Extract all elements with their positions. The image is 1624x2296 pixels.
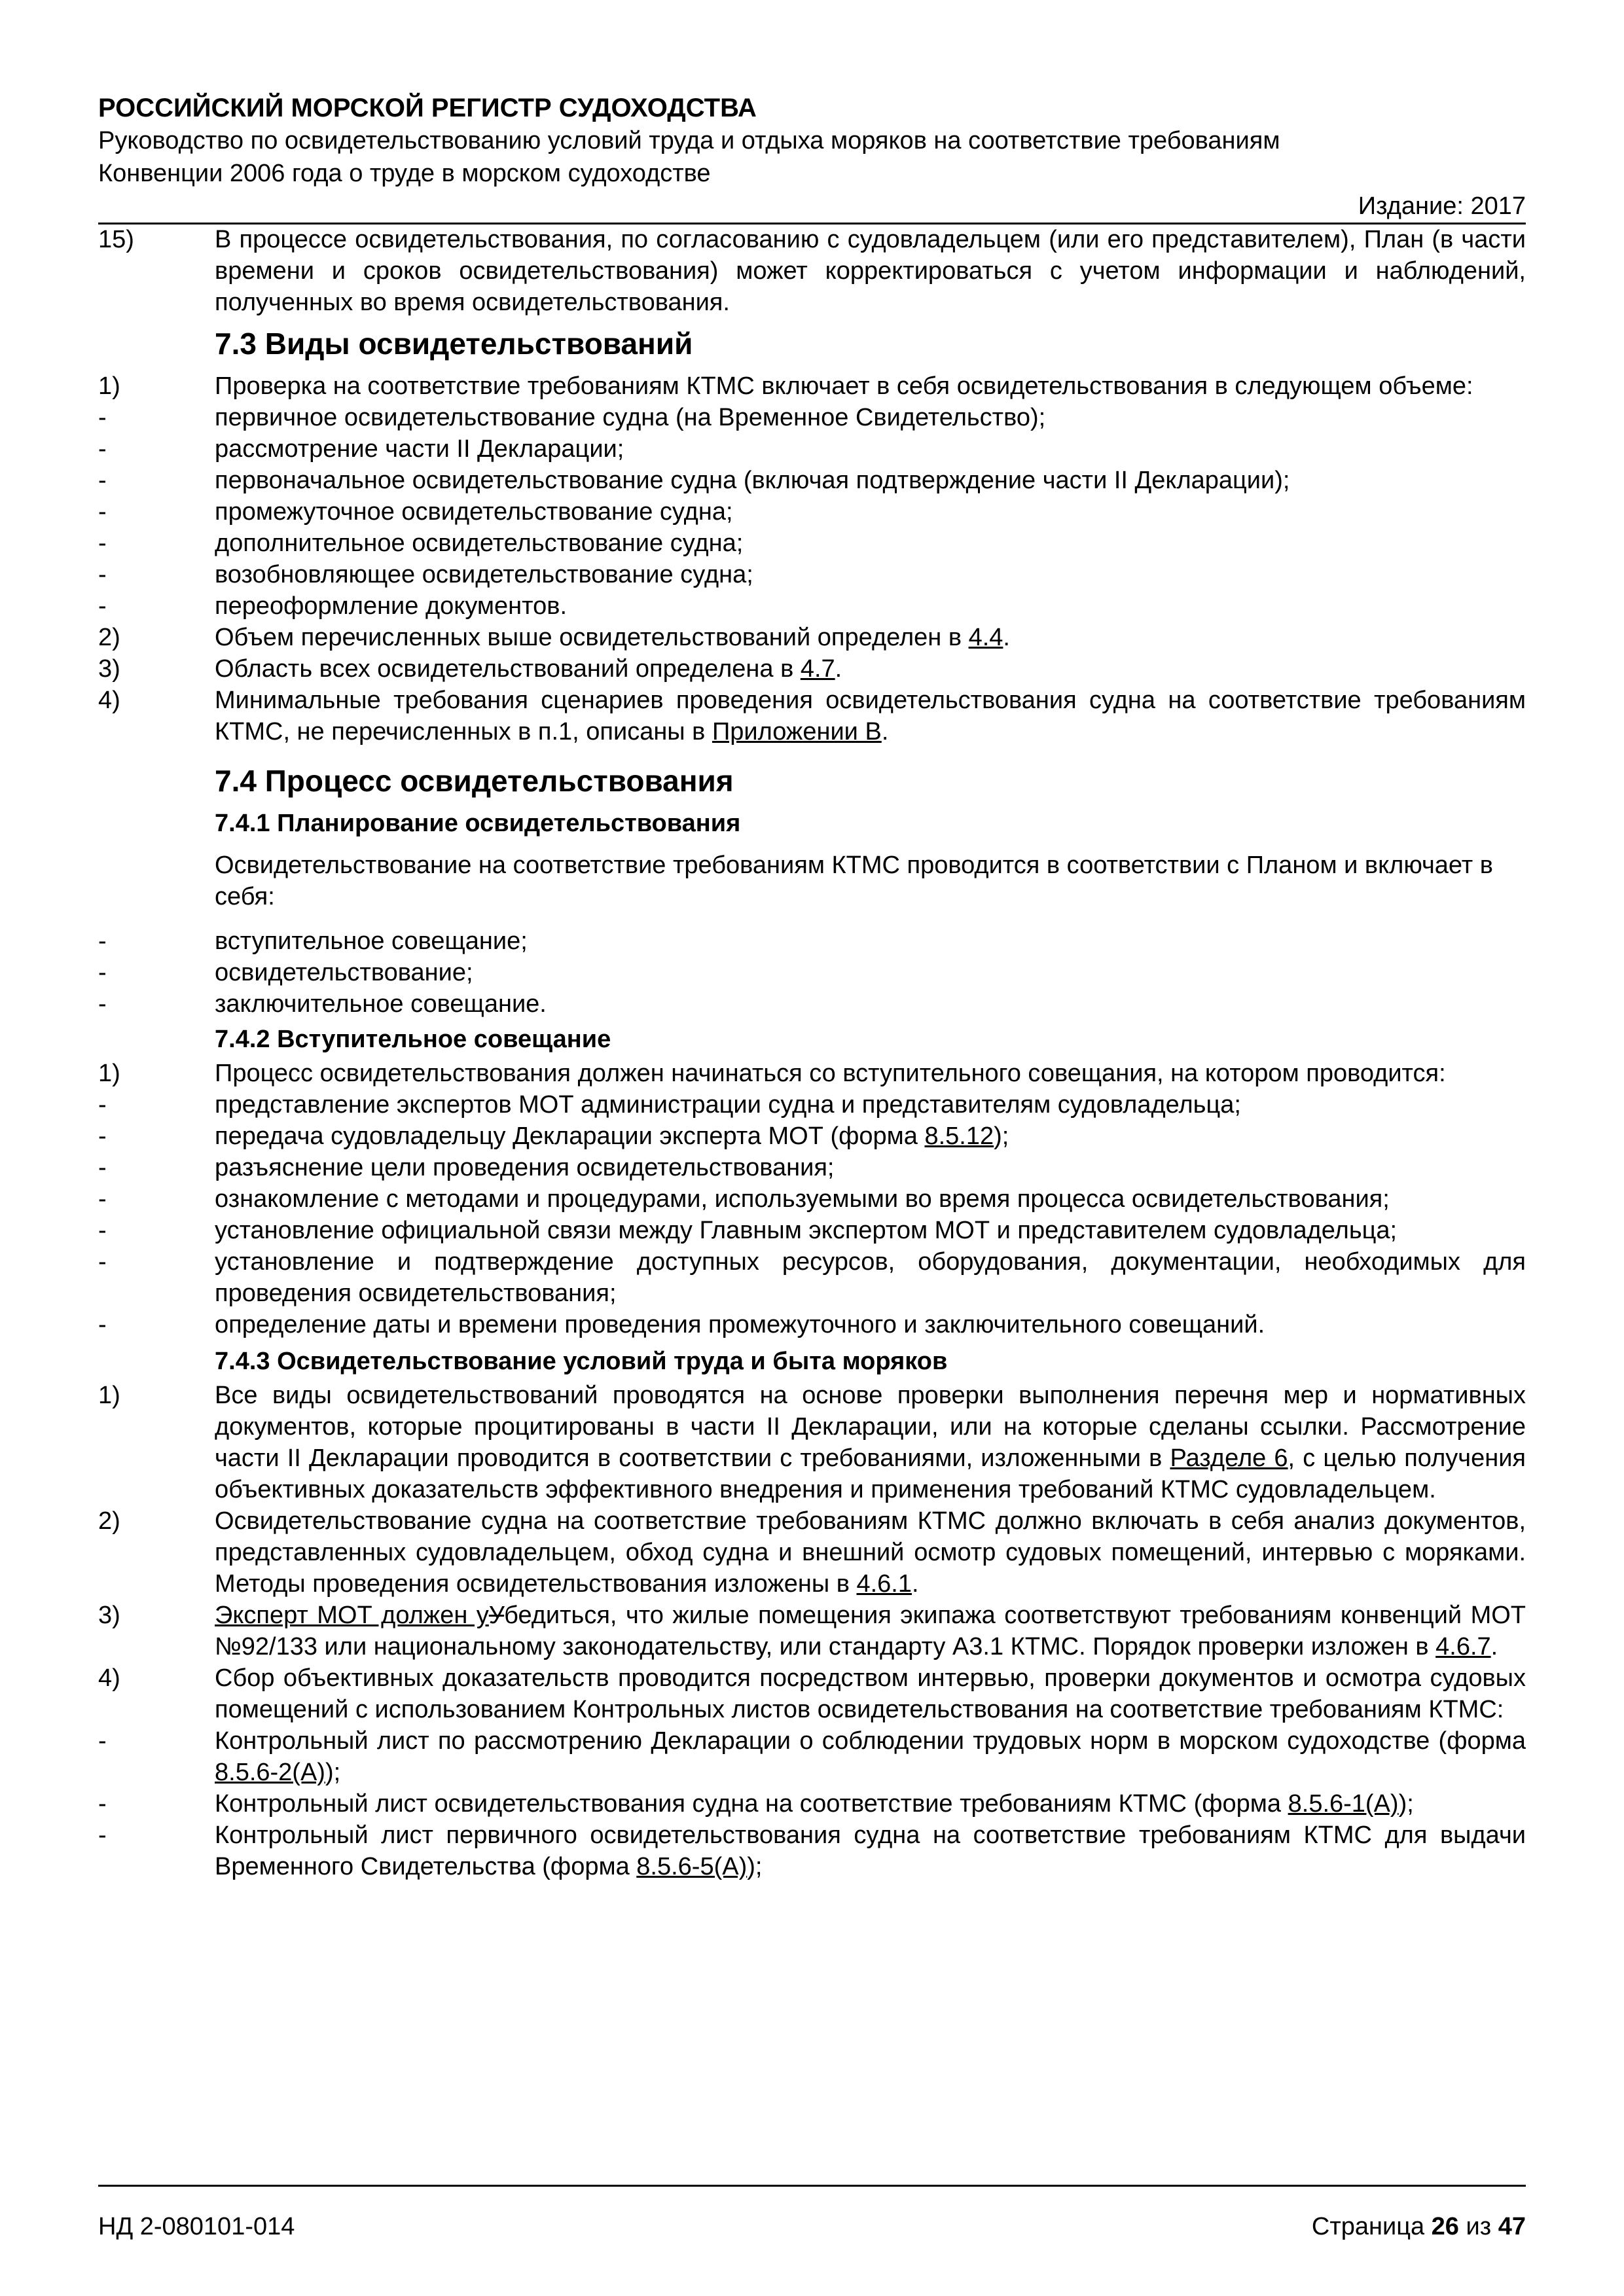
bullet-text: ознакомление с методами и процедурами, используемыми во время процесса освидетельствования;: [215, 1185, 1390, 1213]
bullet-item: [98, 1183, 1526, 1215]
item-marker: 2): [98, 624, 120, 651]
text-run: Объем перечисленных выше освидетельствований определен в: [215, 624, 969, 651]
item-marker: 15): [98, 226, 134, 253]
bullet-marker: -: [98, 1185, 107, 1213]
bullet-text: [215, 1725, 1526, 1788]
item-marker: 1): [98, 372, 120, 400]
text-run: .: [912, 1570, 919, 1598]
bullet-item: [98, 1089, 1526, 1121]
ref-link-form-8-5-6-2a[interactable]: 8.5.6-2(А): [215, 1759, 325, 1786]
text-run: .: [835, 655, 842, 683]
text-run: );: [994, 1122, 1009, 1150]
text-run: );: [1398, 1790, 1414, 1818]
ref-link-4-7[interactable]: 4.7: [800, 655, 835, 683]
bullet-marker: -: [98, 1821, 107, 1849]
item-marker: 2): [98, 1507, 120, 1535]
item-text: [215, 1600, 1526, 1662]
page-header: [98, 92, 1526, 223]
item-marker: 4): [98, 1664, 120, 1692]
bullet-text: переоформление документов.: [215, 592, 568, 620]
ref-link-appendix-b[interactable]: Приложении В: [712, 718, 882, 745]
bullet-marker: -: [98, 592, 107, 620]
bullet-text: разъяснение цели проведения освидетельствования;: [215, 1154, 835, 1181]
bullet-text: первичное освидетельствование судна (на Временное Свидетельство);: [215, 404, 1046, 431]
ref-link-4-4[interactable]: 4.4: [968, 624, 1003, 651]
text-run: Минимальные требования сценариев проведения освидетельствования судна на соответствие требованиям КТМС, не перечисленных в п.1, описаны в: [215, 687, 1526, 745]
text-run: Освидетельствование судна на соответствие требованиям КТМС должно включать в себя анализ документов, представленных судовладельцем, обход судна и внешний осмотр судовых помещений, интервью с моряками. Методы проведения освидетельствования изложены в: [215, 1507, 1526, 1598]
document-subtitle-line1: Руководство по освидетельствованию условий труда и отдыха моряков на соответствие требованиям: [98, 127, 1280, 154]
ref-link-form-8-5-6-1a[interactable]: 8.5.6-1(А): [1288, 1790, 1399, 1818]
item-marker: 3): [98, 655, 120, 683]
bullet-marker: -: [98, 959, 107, 986]
item-text: Проверка на соответствие требованиям КТМС включает в себя освидетельствования в следующем объеме:: [215, 372, 1473, 400]
bullet-marker: -: [98, 561, 107, 588]
bullet-item: [98, 1725, 1526, 1788]
inserted-text: Эксперт МОТ должен у: [215, 1602, 489, 1629]
bullet-text: установление и подтверждение доступных ресурсов, оборудования, документации, необходимых для проведения освидетельствования;: [215, 1248, 1526, 1307]
bullet-text: рассмотрение части II Декларации;: [215, 435, 624, 463]
section-heading-7-3: 7.3 Виды освидетельствований: [215, 327, 693, 361]
section-heading-7-4: 7.4 Процесс освидетельствования: [215, 764, 734, 798]
bullet-item: [98, 1309, 1526, 1340]
item-text: В процессе освидетельствования, по согласованию с судовладельцем (или его представителем), План (в части времени и сроков освидетельствования) может корректироваться с учетом информации и наблюдений, полученных во время освидетельствования.: [215, 226, 1526, 316]
ref-link-4-6-7[interactable]: 4.6.7: [1435, 1633, 1491, 1660]
list-item: [98, 685, 1526, 747]
bullet-text: [215, 1820, 1526, 1882]
ref-link-form-8-5-6-5a[interactable]: 8.5.6-5(А): [636, 1853, 748, 1880]
page-prefix: Страница: [1311, 2213, 1432, 2240]
bullet-text: возобновляющее освидетельствование судна;: [215, 561, 753, 588]
text-run: .: [881, 718, 889, 745]
bullet-marker: -: [98, 1311, 107, 1338]
list-item: [98, 1058, 1526, 1089]
bullet-item: [98, 465, 1526, 496]
bullet-text: установление официальной связи между Главным экспертом МОТ и представителем судовладельца;: [215, 1217, 1398, 1244]
text-run: передача судовладельцу Декларации эксперта МОТ (форма: [215, 1122, 925, 1150]
bullet-text: освидетельствование;: [215, 959, 473, 986]
text-run: .: [1003, 624, 1010, 651]
paragraph: Освидетельствование на соответствие требованиям КТМС проводится в соответствии с Планом и включает в себя:: [215, 852, 1493, 910]
bullet-marker: -: [98, 1091, 107, 1119]
item-text: [215, 1505, 1526, 1600]
bullet-text: [215, 1788, 1526, 1820]
text-run: Область всех освидетельствований определена в: [215, 655, 801, 683]
bullet-item: [98, 402, 1526, 433]
bullet-marker: -: [98, 1154, 107, 1181]
edition-label: Издание: 2017: [1358, 192, 1526, 220]
bullet-item: [98, 1215, 1526, 1246]
bullet-item: [98, 1121, 1526, 1152]
item-text: [215, 685, 1526, 747]
text-run: Контрольный лист освидетельствования судна на соответствие требованиям КТМС (форма: [215, 1790, 1288, 1818]
bullet-text: вступительное совещание;: [215, 927, 528, 955]
bullet-marker: -: [98, 1217, 107, 1244]
bullet-text: заключительное совещание.: [215, 990, 547, 1018]
page-indicator: [1312, 2211, 1526, 2242]
bullet-marker: -: [98, 1122, 107, 1150]
bullet-text: определение даты и времени проведения промежуточного и заключительного совещаний.: [215, 1311, 1265, 1338]
list-item: [98, 1600, 1526, 1662]
item-marker: 1): [98, 1382, 120, 1409]
item-text: [215, 1380, 1526, 1505]
bullet-item: [98, 1152, 1526, 1183]
text-run: .: [1490, 1633, 1498, 1660]
bullet-text: [215, 1121, 1526, 1152]
item-text: [215, 653, 1526, 685]
page-footer: [98, 2211, 1526, 2242]
item-marker: 1): [98, 1060, 120, 1087]
document-number: НД 2-080101-014: [98, 2213, 295, 2240]
item-marker: 3): [98, 1602, 120, 1629]
bullet-marker: -: [98, 1248, 107, 1276]
bullet-item: [98, 1820, 1526, 1882]
subsection-heading-7-4-3: 7.4.3 Освидетельствование условий труда и быта моряков: [215, 1348, 948, 1375]
list-item: [98, 653, 1526, 685]
list-item: [98, 1662, 1526, 1725]
bullet-item: [98, 433, 1526, 465]
text-run: );: [747, 1853, 763, 1880]
text-run: );: [325, 1759, 341, 1786]
bullet-item: [98, 957, 1526, 988]
bullet-item: [98, 1246, 1526, 1309]
bullet-marker: -: [98, 990, 107, 1018]
bullet-marker: -: [98, 498, 107, 526]
ref-link-form-8-5-12[interactable]: 8.5.12: [924, 1122, 994, 1150]
bullet-text: первоначальное освидетельствование судна (включая подтверждение части II Декларации);: [215, 467, 1290, 494]
page-number: 26: [1431, 2213, 1459, 2240]
bullet-item: [98, 1788, 1526, 1820]
bullet-text: представление экспертов МОТ администрации судна и представителям судовладельца;: [215, 1091, 1241, 1119]
list-item: [98, 622, 1526, 653]
bullet-marker: -: [98, 404, 107, 431]
bullet-item: [98, 528, 1526, 559]
page-content: [98, 224, 1526, 1882]
bullet-item: [98, 559, 1526, 590]
item-text: Сбор объективных доказательств проводится посредством интервью, проверки документов и осмотра судовых помещений с использованием Контрольных листов освидетельствования на соответствие требованиям КТМС:: [215, 1664, 1526, 1723]
document-subtitle-line2: Конвенции 2006 года о труде в морском судоходстве: [98, 160, 711, 187]
bullet-item: [98, 925, 1526, 957]
text-run: бедиться, что жилые помещения экипажа соответствуют требованиям конвенций МОТ №92/133 или национальному законодательству, или стандарту А3.1 КТМС. Порядок проверки изложен в: [215, 1602, 1526, 1660]
text-run: Контрольный лист первичного освидетельствования судна на соответствие требованиям КТМС для выдачи Временного Свидетельства (форма: [215, 1821, 1526, 1880]
bullet-marker: -: [98, 1727, 107, 1755]
bullet-marker: -: [98, 1790, 107, 1818]
bullet-text: промежуточное освидетельствование судна;: [215, 498, 733, 526]
page-total: 47: [1498, 2213, 1526, 2240]
subsection-heading-7-4-2: 7.4.2 Вступительное совещание: [215, 1026, 611, 1053]
deleted-text: У: [488, 1602, 505, 1629]
bullet-marker: -: [98, 435, 107, 463]
footer-divider: [98, 2185, 1526, 2187]
bullet-item: [98, 496, 1526, 528]
text-run: Все виды освидетельствований проводятся на основе проверки выполнения перечня мер и нормативных документов, которые процитированы в части II Декларации, или на которые сделаны ссылки. Рассмотрение части II Декларации проводится в соответствии с требованиями, изложенными в: [215, 1382, 1526, 1472]
list-item: [98, 370, 1526, 402]
bullet-item: [98, 590, 1526, 622]
page-separator: из: [1458, 2213, 1498, 2240]
text-run: , с целью получения объективных доказательств эффективного внедрения и применения требований КТМС судовладельцем.: [215, 1444, 1526, 1503]
item-marker: 4): [98, 687, 120, 714]
bullet-item: [98, 988, 1526, 1020]
bullet-marker: -: [98, 927, 107, 955]
subsection-heading-7-4-1: 7.4.1 Планирование освидетельствования: [215, 810, 741, 837]
text-run: Контрольный лист по рассмотрению Декларации о соблюдении трудовых норм в морском судоходстве (форма: [215, 1727, 1526, 1755]
list-item: [98, 224, 1526, 318]
bullet-text: дополнительное освидетельствование судна;: [215, 529, 744, 557]
item-text: [215, 622, 1526, 653]
list-item: [98, 1380, 1526, 1505]
item-text: Процесс освидетельствования должен начинаться со вступительного совещания, на котором проводится:: [215, 1060, 1446, 1087]
bullet-marker: -: [98, 467, 107, 494]
bullet-marker: -: [98, 529, 107, 557]
ref-link-4-6-1[interactable]: 4.6.1: [856, 1570, 912, 1598]
ref-link-section-6[interactable]: Разделе 6: [1170, 1444, 1288, 1472]
list-item: [98, 1505, 1526, 1600]
organization-name: РОССИЙСКИЙ МОРСКОЙ РЕГИСТР СУДОХОДСТВА: [98, 94, 757, 122]
